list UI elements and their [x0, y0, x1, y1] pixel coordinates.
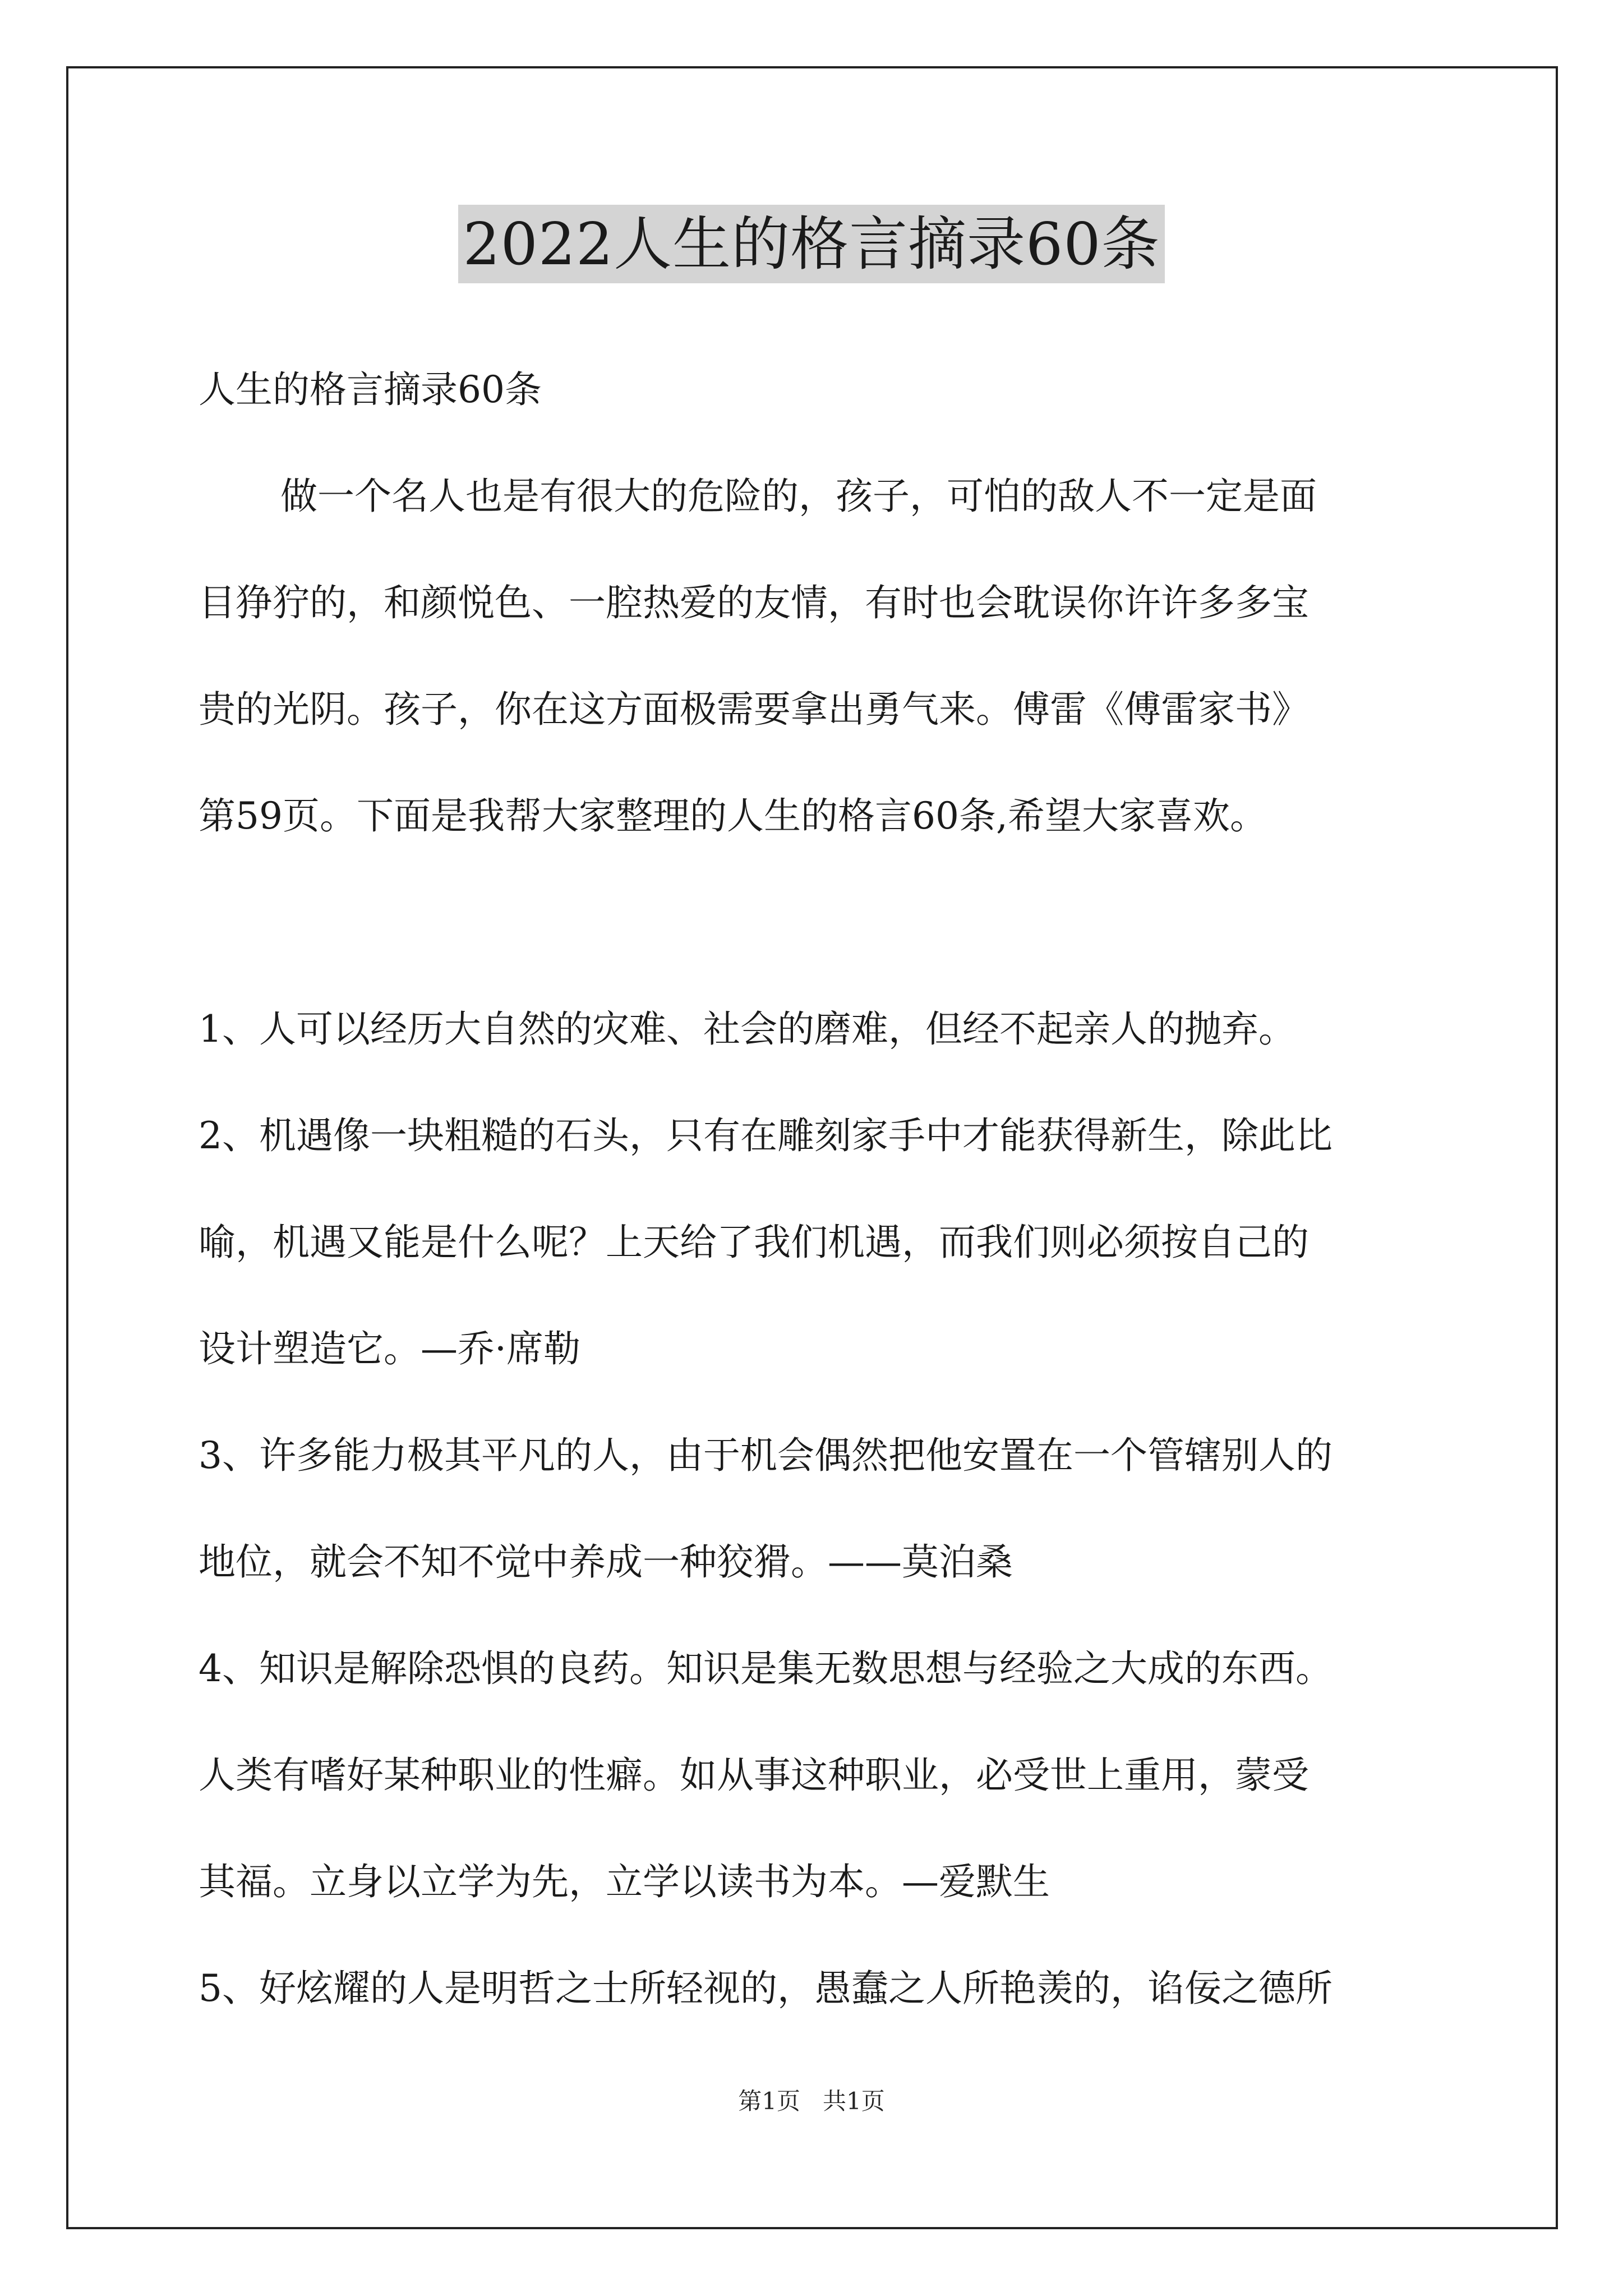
quote-line: 5、好炫耀的人是明哲之士所轻视的，愚蠢之人所艳羡的，谄佞之德所: [199, 1967, 1332, 2010]
quote-line: 设计塑造它。—乔·席勒: [199, 1327, 580, 1370]
page-footer: [0, 2086, 1623, 2117]
title-container: [0, 205, 1623, 283]
page-number: 第1页: [738, 2087, 800, 2115]
quote-line: 喻，机遇又能是什么呢？上天给了我们机遇，而我们则必须按自己的: [199, 1221, 1309, 1264]
quote-line: 3、许多能力极其平凡的人，由于机会偶然把他安置在一个管辖别人的: [199, 1434, 1332, 1477]
page-total: 共1页: [823, 2087, 885, 2115]
quote-line: 地位，就会不知不觉中养成一种狡猾。——莫泊桑: [199, 1540, 1013, 1584]
quote-line: 2、机遇像一块粗糙的石头，只有在雕刻家手中才能获得新生，除此比: [199, 1114, 1332, 1157]
quote-line: 人类有嗜好某种职业的性癖。如从事这种职业，必受世上重用，蒙受: [199, 1754, 1309, 1797]
quote-line: 1、人可以经历大自然的灾难、社会的磨难，但经不起亲人的抛弃。: [199, 1007, 1295, 1051]
intro-line: 贵的光阴。孩子，你在这方面极需要拿出勇气来。傅雷《傅雷家书》: [199, 688, 1309, 731]
document-subtitle: 人生的格言摘录60条: [199, 368, 542, 411]
quote-line: 其福。立身以立学为先，立学以读书为本。—爱默生: [199, 1860, 1050, 1903]
paragraph-spacer: [199, 869, 1444, 976]
intro-line: 做一个名人也是有很大的危险的，孩子，可怕的敌人不一定是面: [280, 475, 1317, 518]
quote-line: 4、知识是解除恐惧的良药。知识是集无数思想与经验之大成的东西。: [199, 1647, 1332, 1690]
intro-line: 目狰狞的，和颜悦色、一腔热爱的友情，有时也会耽误你许许多多宝: [199, 581, 1309, 624]
document-body: [199, 337, 1444, 2042]
document-title: 2022人生的格言摘录60条: [458, 205, 1164, 283]
intro-line: 第59页。下面是我帮大家整理的人生的格言60条,希望大家喜欢。: [199, 794, 1267, 838]
